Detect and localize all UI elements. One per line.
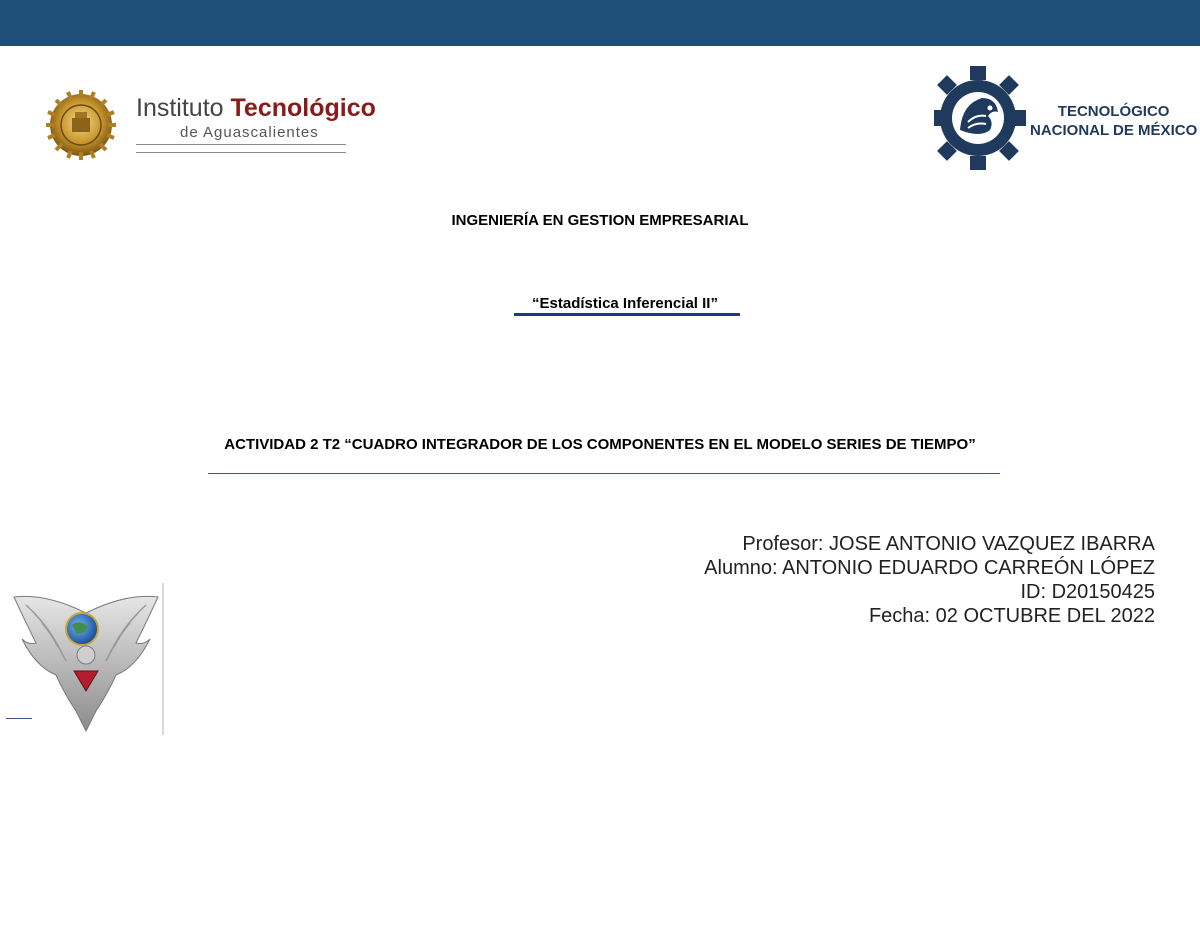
career-title: INGENIERÍA EN GESTION EMPRESARIAL <box>451 212 749 229</box>
ita-logo-rule <box>136 144 346 153</box>
subject-title: “Estadística Inferencial II” <box>532 295 718 312</box>
tnm-logo-line1: TECNOLÓGICO <box>1057 103 1170 120</box>
ita-word-instituto: Instituto <box>136 94 224 122</box>
tnm-gear-icon <box>932 64 1028 172</box>
tnm-logo-text <box>1030 102 1197 140</box>
university-eagle-emblem-icon <box>6 583 166 735</box>
ita-word-tecnologico: Tecnológico <box>230 94 376 122</box>
activity-title: ACTIVIDAD 2 T2 “CUADRO INTEGRADOR DE LOS COMPONENTES EN EL MODELO SERIES DE TIEMPO” <box>224 436 976 453</box>
student-info-block <box>704 532 1155 628</box>
id-line: ID: D20150425 <box>1020 581 1155 603</box>
ita-logo-subtitle: de Aguascalientes <box>180 124 319 141</box>
professor-line: Profesor: JOSE ANTONIO VAZQUEZ IBARRA <box>742 533 1155 555</box>
header-bar <box>0 0 1200 46</box>
activity-underline <box>208 473 1000 474</box>
emblem-rule <box>6 718 32 719</box>
subject-underline <box>514 313 740 316</box>
ita-logo-title <box>136 94 376 123</box>
tnm-logo-line2: NACIONAL DE MÉXICO <box>1030 122 1198 139</box>
date-line: Fecha: 02 OCTUBRE DEL 2022 <box>868 605 1155 627</box>
instituto-tecnologico-logo <box>44 88 376 162</box>
student-line: Alumno: ANTONIO EDUARDO CARREÓN LÓPEZ <box>704 557 1155 579</box>
emblem-border <box>162 583 164 735</box>
tecnologico-nacional-logo <box>932 64 1198 172</box>
ita-seal-icon <box>44 88 118 162</box>
